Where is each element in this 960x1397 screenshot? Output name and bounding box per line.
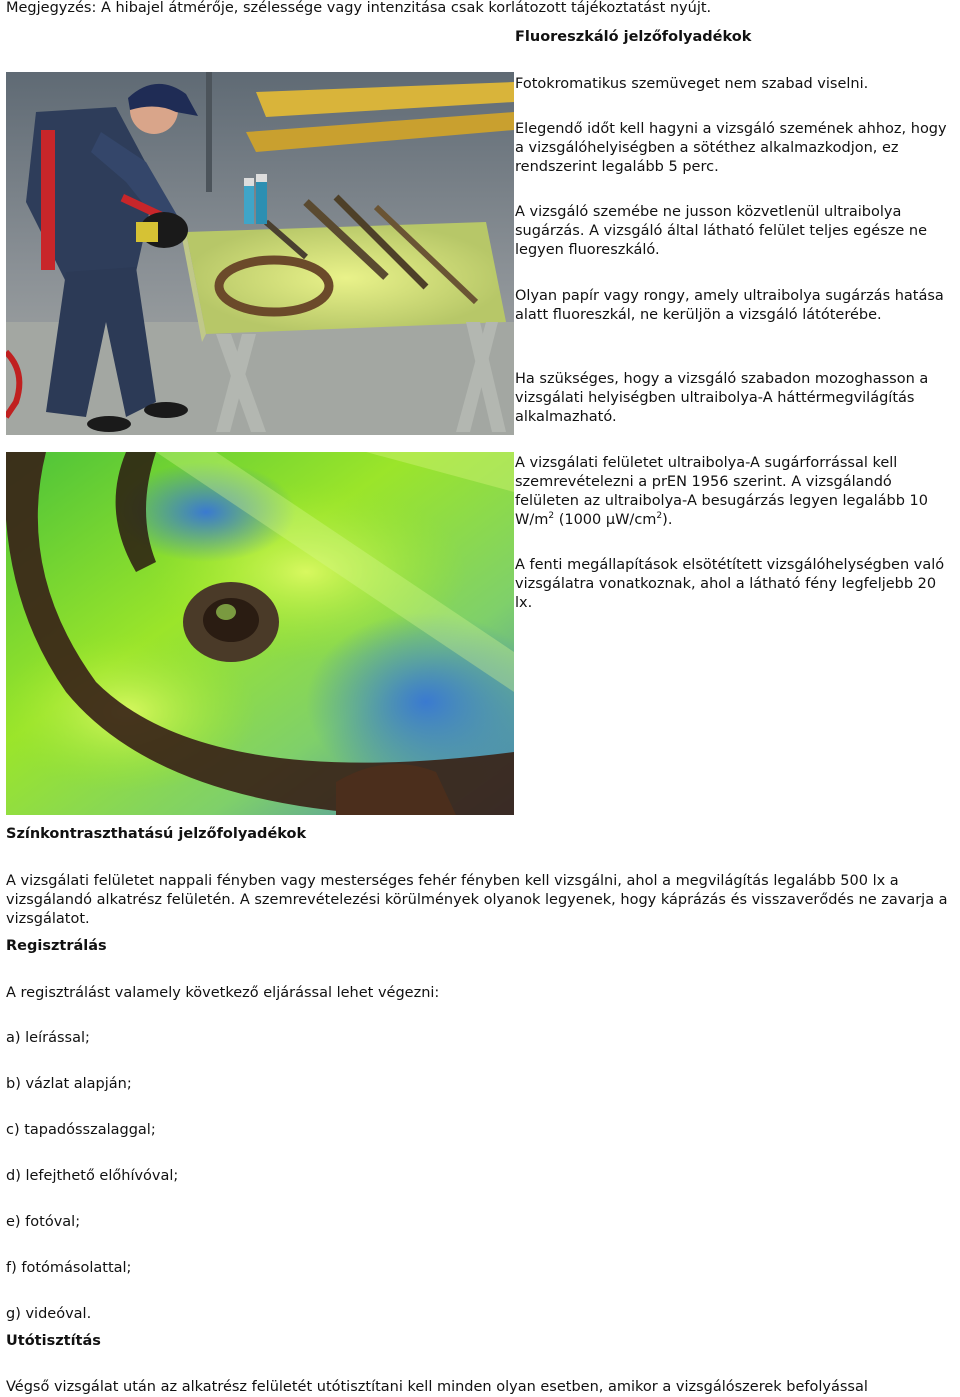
fluor-paragraph-1: Fotokromatikus szemüveget nem szabad viselni. (515, 76, 869, 92)
registration-item: a) leírással; (6, 1030, 90, 1046)
registration-item: e) fotóval; (6, 1214, 81, 1230)
registration-item: f) fotómásolattal; (6, 1260, 132, 1276)
uv-closeup-photo (6, 452, 514, 815)
registration-item: g) videóval. (6, 1306, 92, 1322)
note-line: Megjegyzés: A hibajel átmérője, szélessége vagy intenzitása csak korlátozott tájékoztatást nyújt. (6, 0, 712, 16)
contrast-paragraph: A vizsgálati felületet nappali fényben vagy mesterséges fehér fényben kell vizsgálni, ahol a megvilágítás legalább 500 lx a vizsgálandó alkatrész felületén. A szemrevételezési körülmények olyanok legyenek, hogy káprázás és visszaverődés ne zavarja a vizsgálatot. (6, 873, 948, 927)
contrast-heading: Színkontraszthatású jelzőfolyadékok (6, 826, 307, 842)
registration-heading: Regisztrálás (6, 938, 107, 954)
cleaning-paragraph: Végső vizsgálat után az alkatrész felületét utótisztítani kell minden olyan esetben, amikor a vizsgálószerek befolyással (6, 1379, 868, 1395)
fluor-paragraph-7: A fenti megállapítások elsötétített vizsgálóhelységben való vizsgálatra vonatkoznak, ahol a látható fény legfeljebb 20 lx. (515, 557, 945, 611)
fluor-paragraph-4: Olyan papír vagy rongy, amely ultraibolya sugárzás hatása alatt fluoreszkál, ne kerüljön a vizsgáló látóterébe. (515, 288, 944, 323)
workshop-photo (6, 72, 514, 435)
fluor-paragraph-2: Elegendő időt kell hagyni a vizsgáló szemének ahhoz, hogy a vizsgálóhelyiségben a sötéthez alkalmazkodjon, ez rendszerint legalább 5 perc. (515, 121, 947, 175)
fluor-paragraph-3: A vizsgáló szemébe ne jusson közvetlenül ultraibolya sugárzás. A vizsgáló által látható felület teljes egésze ne legyen fluoreszkáló. (515, 204, 928, 258)
registration-intro: A regisztrálást valamely következő eljárással lehet végezni: (6, 985, 440, 1001)
cleaning-heading: Utótisztítás (6, 1333, 101, 1349)
fluor-paragraph-5: Ha szükséges, hogy a vizsgáló szabadon mozoghasson a vizsgálati helyiségben ultraibolya-A háttérmegvilágítás alkalmazható. (515, 371, 929, 425)
fluorescent-heading: Fluoreszkáló jelzőfolyadékok (515, 29, 752, 45)
registration-item: b) vázlat alapján; (6, 1076, 132, 1092)
registration-item: d) lefejthető előhívóval; (6, 1168, 179, 1184)
fluor-paragraph-6: A vizsgálati felületet ultraibolya-A sugárforrással kell szemrevételezni a prEN 1956 szerint. A vizsgálandó felületen az ultraibolya-A besugárzás legyen legalább 10 $W/m^2$ (1000 $\mu W/cm^2$). (515, 455, 928, 528)
registration-item: c) tapadósszalaggal; (6, 1122, 156, 1138)
